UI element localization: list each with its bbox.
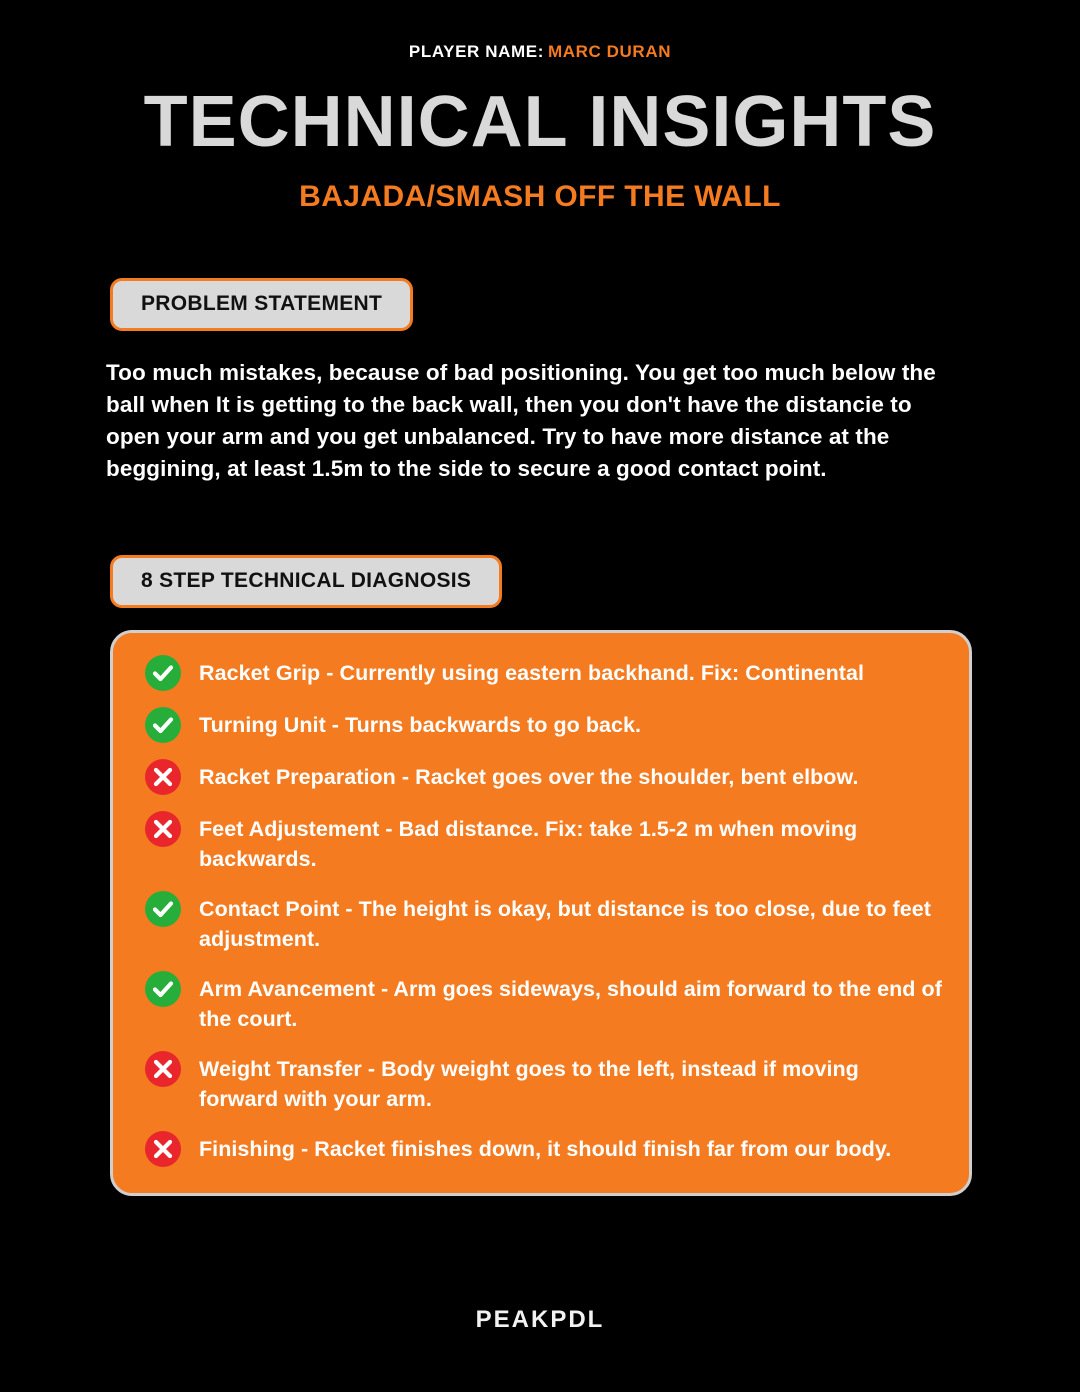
list-item — [139, 759, 943, 795]
cross-circle-icon — [145, 1051, 181, 1087]
list-item-label: Arm Avancement - Arm goes sideways, should aim forward to the end of the court. — [199, 976, 942, 1032]
page-subtitle: BAJADA/SMASH OFF THE WALL — [299, 180, 781, 213]
check-circle-icon — [145, 971, 181, 1007]
list-item — [139, 1051, 943, 1115]
list-item-label: Racket Grip - Currently using eastern backhand. Fix: Continental — [199, 660, 865, 685]
list-item-label: Finishing - Racket finishes down, it should finish far from our body. — [199, 1136, 892, 1161]
page-title: TECHNICAL INSIGHTS — [143, 82, 937, 162]
list-item — [139, 707, 943, 743]
list-item-label: Feet Adjustement - Bad distance. Fix: take 1.5-2 m when moving backwards. — [199, 816, 858, 872]
check-circle-icon — [145, 707, 181, 743]
list-item-label: Turning Unit - Turns backwards to go back. — [199, 712, 642, 737]
player-name-value: MARC DURAN — [547, 42, 672, 61]
list-item — [139, 655, 943, 691]
list-item — [139, 811, 943, 875]
poster-page — [0, 42, 1080, 1392]
player-name-line — [0, 42, 1080, 62]
cross-circle-icon — [145, 1131, 181, 1167]
list-item-label: Weight Transfer - Body weight goes to the left, instead if moving forward with your arm. — [199, 1056, 859, 1112]
list-item — [139, 971, 943, 1035]
list-item — [139, 1131, 943, 1167]
cross-circle-icon — [145, 759, 181, 795]
player-name-label: PLAYER NAME: — [408, 42, 544, 61]
diagnosis-card — [110, 630, 972, 1196]
list-item-label: Racket Preparation - Racket goes over the shoulder, bent elbow. — [199, 764, 859, 789]
problem-statement-pill: PROBLEM STATEMENT — [110, 278, 413, 331]
brand-footer: PEAKPDL — [475, 1306, 605, 1333]
cross-circle-icon — [145, 811, 181, 847]
problem-statement-text: Too much mistakes, because of bad positioning. You get too much below the ball when It is getting to the back wall, then you don't have the distancie to open your arm and you get unbalanced. Try to have more distance at the beggining, at least 1.5m to the side to secure a good contact point. — [106, 360, 936, 481]
check-circle-icon — [145, 891, 181, 927]
problem-statement-header — [0, 278, 1080, 331]
list-item — [139, 891, 943, 955]
diagnosis-header — [0, 555, 1080, 608]
list-item-label: Contact Point - The height is okay, but distance is too close, due to feet adjustment. — [199, 896, 931, 952]
diagnosis-pill: 8 STEP TECHNICAL DIAGNOSIS — [110, 555, 502, 608]
check-circle-icon — [145, 655, 181, 691]
